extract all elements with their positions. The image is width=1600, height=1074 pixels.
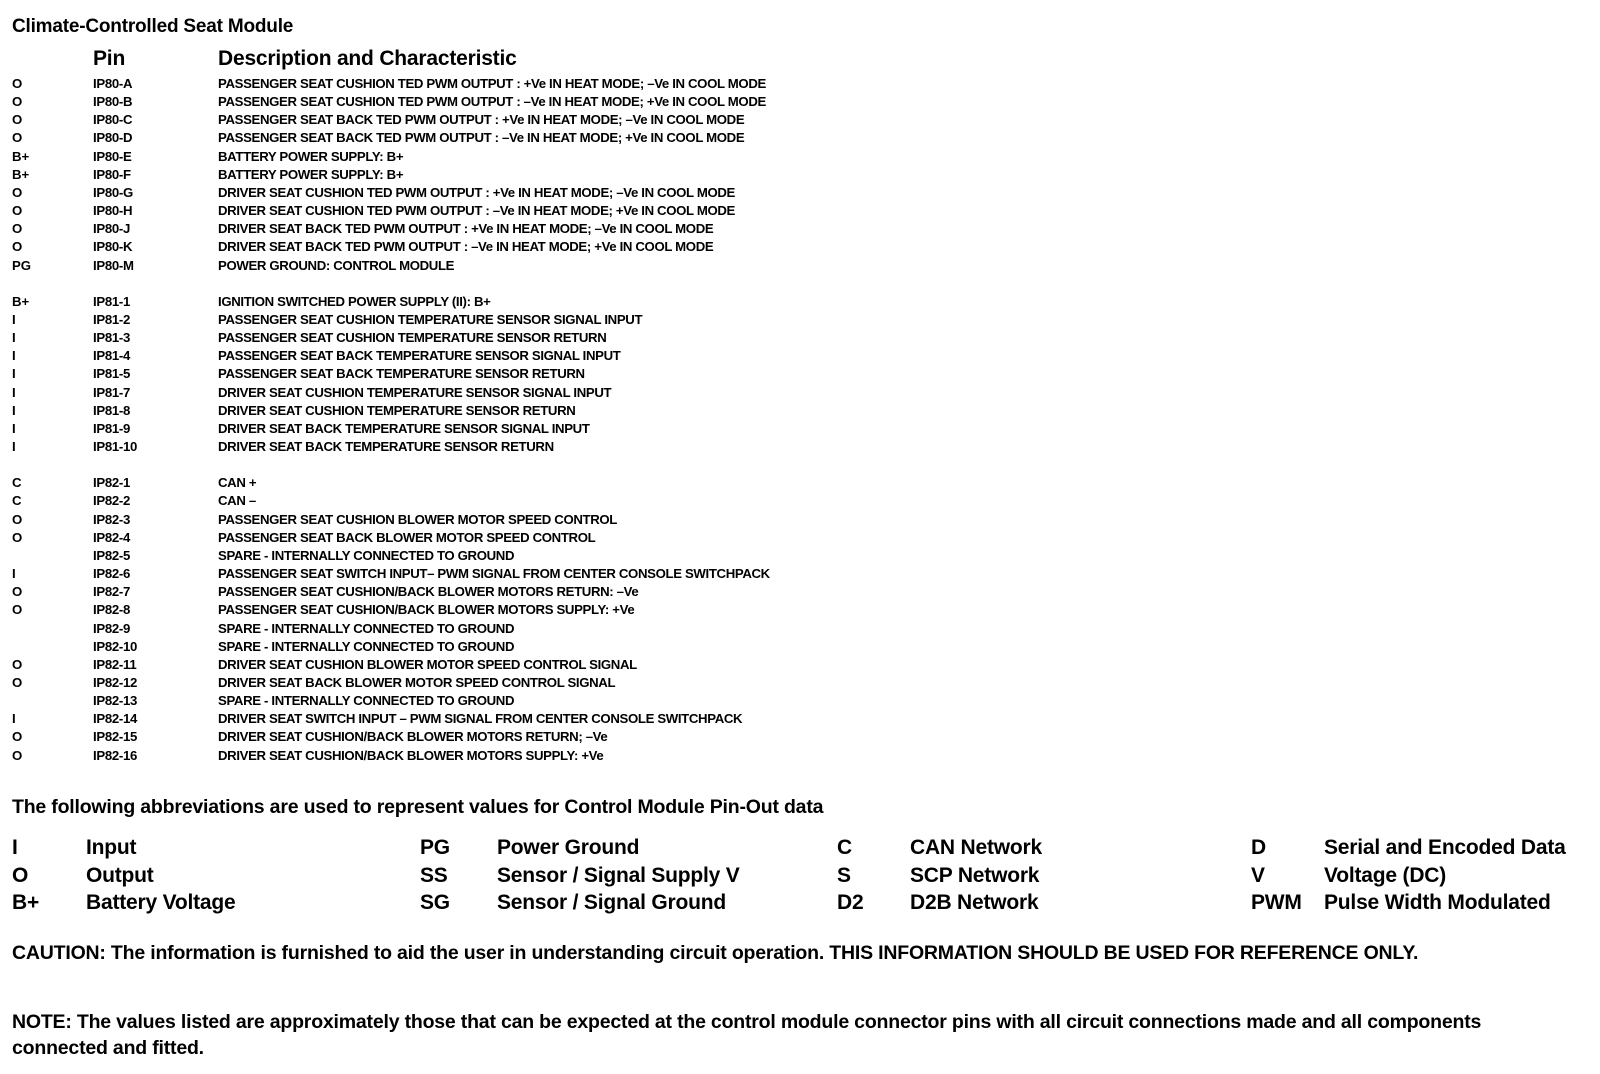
pin-id: IP82-7: [93, 584, 131, 600]
pin-type: O: [12, 674, 23, 690]
pin-type: C: [12, 493, 22, 509]
abbreviation-meaning: D2B Network: [910, 891, 1039, 914]
pin-type: O: [12, 184, 23, 200]
table-row: [0, 384, 1600, 402]
pin-description: PASSENGER SEAT BACK TED PWM OUTPUT : –Ve IN HEAT MODE; +Ve IN COOL MODE: [218, 130, 745, 146]
pin-id: IP80-C: [93, 112, 133, 128]
pin-description: DRIVER SEAT SWITCH INPUT – PWM SIGNAL FROM CENTER CONSOLE SWITCHPACK: [218, 711, 743, 727]
pin-id: IP82-13: [93, 693, 138, 709]
pin-description: DRIVER SEAT BACK TED PWM OUTPUT : +Ve IN HEAT MODE; –Ve IN COOL MODE: [218, 221, 714, 237]
pin-id: IP80-D: [93, 130, 133, 146]
pin-type: O: [12, 747, 23, 763]
pin-type: PG: [12, 257, 32, 273]
pin-id: IP82-9: [93, 620, 131, 636]
pin-description: DRIVER SEAT CUSHION/BACK BLOWER MOTORS RETURN; –Ve: [218, 729, 608, 745]
pin-description: IGNITION SWITCHED POWER SUPPLY (II): B+: [218, 293, 491, 309]
pin-id: IP82-4: [93, 529, 131, 545]
pin-type: O: [12, 76, 23, 91]
pin-id: IP82-10: [93, 638, 138, 654]
values-note: NOTE: The values listed are approximately those that can be expected at the control module connector pins with all circuit connections made and all components connected and fitted.: [12, 1011, 1482, 1059]
pin-type: O: [12, 221, 23, 237]
pin-id: IP80-M: [93, 257, 134, 273]
pin-id: IP82-14: [93, 711, 138, 727]
table-row: [0, 601, 1600, 619]
pin-id: IP81-10: [93, 439, 138, 454]
pin-type: I: [12, 711, 16, 727]
table-row: [0, 129, 1600, 147]
pin-type: I: [12, 420, 16, 436]
table-row: [0, 166, 1600, 184]
pin-id: IP82-15: [93, 729, 138, 745]
table-row: [0, 547, 1600, 565]
pin-description: DRIVER SEAT BACK TED PWM OUTPUT : –Ve IN HEAT MODE; +Ve IN COOL MODE: [218, 239, 714, 255]
pin-description: PASSENGER SEAT BACK TEMPERATURE SENSOR RETURN: [218, 366, 585, 382]
pin-type: I: [12, 366, 16, 382]
abbreviation-meaning: Input: [86, 836, 137, 859]
pin-description: DRIVER SEAT CUSHION TED PWM OUTPUT : +Ve IN HEAT MODE; –Ve IN COOL MODE: [218, 184, 735, 200]
abbreviation-meaning: Battery Voltage: [86, 891, 236, 914]
table-row: [0, 202, 1600, 220]
pin-description: BATTERY POWER SUPPLY: B+: [218, 148, 404, 164]
table-row: [0, 565, 1600, 583]
table-row: [0, 111, 1600, 129]
pin-id: IP80-G: [93, 184, 133, 200]
pin-id: IP80-A: [93, 76, 133, 91]
table-row: [0, 329, 1600, 347]
pin-description: SPARE - INTERNALLY CONNECTED TO GROUND: [218, 693, 515, 709]
pin-type: B+: [12, 166, 30, 182]
pin-id: IP81-5: [93, 366, 131, 382]
abbreviation-meaning: Sensor / Signal Ground: [497, 891, 726, 914]
pin-description: SPARE - INTERNALLY CONNECTED TO GROUND: [218, 547, 515, 563]
pin-id: IP81-7: [93, 384, 131, 400]
table-row: [0, 402, 1600, 420]
pin-type: O: [12, 656, 23, 672]
pin-id: IP81-9: [93, 420, 131, 436]
abbreviation-code: O: [12, 864, 29, 887]
table-row: [0, 93, 1600, 111]
pin-type: O: [12, 130, 23, 146]
table-row: [0, 583, 1600, 601]
table-row: [0, 638, 1600, 656]
abbreviation-code: SG: [420, 891, 450, 914]
table-row: [0, 75, 1600, 93]
pin-type: I: [12, 348, 16, 364]
pin-id: IP81-1: [93, 293, 131, 309]
pin-description: POWER GROUND: CONTROL MODULE: [218, 257, 455, 273]
pin-type: O: [12, 529, 23, 545]
pin-type: O: [12, 511, 23, 527]
pin-id: IP80-F: [93, 166, 131, 182]
pin-type: B+: [12, 148, 30, 164]
pin-description: PASSENGER SEAT CUSHION TEMPERATURE SENSOR RETURN: [218, 330, 607, 346]
abbreviation-meaning: Pulse Width Modulated: [1324, 891, 1551, 914]
pin-description: DRIVER SEAT CUSHION TED PWM OUTPUT : –Ve IN HEAT MODE; +Ve IN COOL MODE: [218, 203, 735, 218]
table-row: [0, 492, 1600, 510]
pin-type: I: [12, 384, 16, 400]
pin-description: SPARE - INTERNALLY CONNECTED TO GROUND: [218, 620, 515, 636]
pin-type: O: [12, 602, 23, 618]
abbreviation-meaning: SCP Network: [910, 864, 1040, 887]
pin-id: IP82-3: [93, 511, 131, 527]
pin-description: PASSENGER SEAT CUSHION/BACK BLOWER MOTORS RETURN: –Ve: [218, 584, 639, 600]
pin-description: SPARE - INTERNALLY CONNECTED TO GROUND: [218, 638, 515, 654]
table-row: [0, 747, 1600, 765]
table-row: [0, 293, 1600, 311]
pin-id: IP82-8: [93, 602, 131, 618]
table-row: [0, 347, 1600, 365]
pin-type: O: [12, 239, 23, 255]
pin-id: IP80-H: [93, 203, 133, 218]
table-row: [0, 148, 1600, 166]
page-title: Climate-Controlled Seat Module: [12, 16, 294, 37]
abbreviation-code: I: [12, 836, 18, 859]
pin-description: PASSENGER SEAT CUSHION TEMPERATURE SENSOR SIGNAL INPUT: [218, 311, 643, 327]
pin-description: DRIVER SEAT CUSHION TEMPERATURE SENSOR SIGNAL INPUT: [218, 384, 612, 400]
abbreviation-meaning: CAN Network: [910, 836, 1042, 859]
pin-description: CAN +: [218, 475, 257, 491]
pin-type: O: [12, 203, 23, 218]
abbreviation-code: SS: [420, 864, 448, 887]
table-row: [0, 656, 1600, 674]
abbreviation-code: V: [1251, 864, 1265, 887]
abbreviation-meaning: Serial and Encoded Data: [1324, 836, 1566, 859]
table-row: [0, 257, 1600, 275]
table-row: [0, 511, 1600, 529]
pin-id: IP82-12: [93, 674, 138, 690]
pin-type: B+: [12, 293, 30, 309]
pin-id: IP82-5: [93, 547, 131, 563]
table-row: [0, 620, 1600, 638]
abbreviation-code: S: [837, 864, 851, 887]
pin-description: PASSENGER SEAT BACK TED PWM OUTPUT : +Ve IN HEAT MODE; –Ve IN COOL MODE: [218, 112, 745, 128]
pin-id: IP80-B: [93, 94, 133, 110]
pin-description: PASSENGER SEAT BACK TEMPERATURE SENSOR SIGNAL INPUT: [218, 348, 621, 364]
pin-description: DRIVER SEAT BACK BLOWER MOTOR SPEED CONTROL SIGNAL: [218, 674, 616, 690]
pin-description: DRIVER SEAT BACK TEMPERATURE SENSOR SIGNAL INPUT: [218, 420, 590, 436]
table-row: [0, 184, 1600, 202]
table-row: [0, 420, 1600, 438]
pin-type: I: [12, 439, 16, 454]
table-row: [0, 529, 1600, 547]
abbreviation-code: C: [837, 836, 852, 859]
table-row: [0, 674, 1600, 692]
abbreviation-meaning: Power Ground: [497, 836, 640, 859]
pin-id: IP81-8: [93, 402, 131, 418]
pin-type: I: [12, 311, 16, 327]
table-row: [0, 728, 1600, 746]
table-row: [0, 474, 1600, 492]
abbreviations-heading: The following abbreviations are used to represent values for Control Module Pin-Out data: [12, 796, 824, 818]
pin-description: DRIVER SEAT CUSHION BLOWER MOTOR SPEED CONTROL SIGNAL: [218, 656, 637, 672]
table-row: [0, 238, 1600, 256]
pin-description: PASSENGER SEAT CUSHION TED PWM OUTPUT : +Ve IN HEAT MODE; –Ve IN COOL MODE: [218, 76, 766, 91]
pin-id: IP82-6: [93, 566, 131, 581]
pin-type: C: [12, 475, 22, 491]
pin-id: IP82-16: [93, 747, 138, 763]
abbreviation-code: PG: [420, 836, 450, 859]
pin-type: I: [12, 402, 16, 418]
pin-description: PASSENGER SEAT CUSHION/BACK BLOWER MOTORS SUPPLY: +Ve: [218, 602, 635, 618]
abbreviation-code: D: [1251, 836, 1266, 859]
pin-id: IP80-J: [93, 221, 131, 237]
abbreviation-code: B+: [12, 891, 40, 914]
pin-description: PASSENGER SEAT CUSHION TED PWM OUTPUT : –Ve IN HEAT MODE; +Ve IN COOL MODE: [218, 94, 766, 110]
pin-id: IP81-4: [93, 348, 131, 364]
pin-description: PASSENGER SEAT BACK BLOWER MOTOR SPEED CONTROL: [218, 529, 596, 545]
pin-type: O: [12, 112, 23, 128]
abbreviation-code: PWM: [1251, 891, 1302, 914]
table-row: [0, 710, 1600, 728]
pin-id: IP80-E: [93, 148, 132, 164]
pin-column-header: Pin: [93, 47, 126, 70]
pin-type: O: [12, 94, 23, 110]
abbreviation-meaning: Output: [86, 864, 154, 887]
table-row: [0, 311, 1600, 329]
pin-type: I: [12, 566, 16, 581]
pin-description: CAN –: [218, 493, 256, 509]
pin-type: I: [12, 330, 16, 346]
pin-id: IP81-2: [93, 311, 131, 327]
pin-description: DRIVER SEAT BACK TEMPERATURE SENSOR RETURN: [218, 439, 554, 454]
pin-type: O: [12, 584, 23, 600]
pin-description: DRIVER SEAT CUSHION TEMPERATURE SENSOR RETURN: [218, 402, 576, 418]
pin-id: IP80-K: [93, 239, 133, 255]
pin-description: BATTERY POWER SUPPLY: B+: [218, 166, 404, 182]
pin-description: DRIVER SEAT CUSHION/BACK BLOWER MOTORS SUPPLY: +Ve: [218, 747, 604, 763]
abbreviation-code: D2: [837, 891, 864, 914]
abbreviation-meaning: Sensor / Signal Supply V: [497, 864, 740, 887]
table-row: [0, 692, 1600, 710]
pin-description: PASSENGER SEAT SWITCH INPUT– PWM SIGNAL FROM CENTER CONSOLE SWITCHPACK: [218, 566, 770, 581]
pin-description: PASSENGER SEAT CUSHION BLOWER MOTOR SPEED CONTROL: [218, 511, 618, 527]
pin-id: IP81-3: [93, 330, 131, 346]
table-row: [0, 220, 1600, 238]
description-column-header: Description and Characteristic: [218, 47, 517, 70]
caution-note: CAUTION: The information is furnished to aid the user in understanding circuit operation. THIS INFORMATION SHOULD BE USED FOR REFERENCE ONLY.: [12, 942, 1419, 964]
table-row: [0, 365, 1600, 383]
table-row: [0, 438, 1600, 456]
pin-id: IP82-11: [93, 656, 137, 672]
pin-id: IP82-1: [93, 475, 131, 491]
abbreviation-meaning: Voltage (DC): [1324, 864, 1447, 887]
pin-type: O: [12, 729, 23, 745]
pin-id: IP82-2: [93, 493, 131, 509]
